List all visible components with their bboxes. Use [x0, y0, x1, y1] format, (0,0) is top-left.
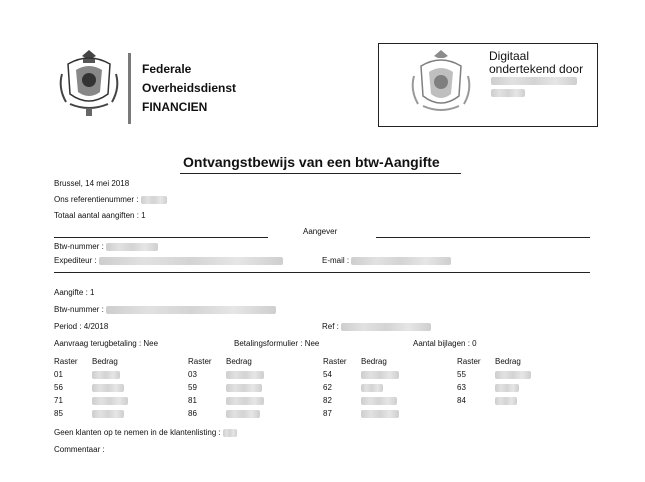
declarant-vat-redacted	[106, 243, 158, 251]
grid-code: 59	[188, 383, 197, 392]
reference-redacted	[341, 323, 431, 331]
amount-redacted	[361, 397, 397, 405]
declarant-vat-label: Btw-nummer :	[54, 242, 104, 251]
attachments-count: Aantal bijlagen : 0	[413, 339, 477, 348]
declarant-heading: Aangever	[303, 227, 338, 236]
no-clients-listing	[54, 428, 237, 438]
signer-date-redacted	[491, 89, 525, 97]
return-vat-redacted	[106, 306, 276, 314]
email	[322, 256, 451, 266]
signature-line-2: ondertekend door	[489, 62, 584, 76]
declarant-rule-left	[54, 237, 268, 238]
amount-redacted	[226, 397, 264, 405]
organization-name	[142, 60, 236, 117]
amount-redacted	[495, 371, 531, 379]
federal-crest-logo	[56, 48, 122, 120]
org-line-2: Overheidsdienst	[142, 81, 237, 95]
grid-code: 82	[323, 396, 332, 405]
no-clients-redacted	[223, 429, 237, 437]
signer-name-redacted	[491, 77, 577, 85]
document-date: Brussel, 14 mei 2018	[54, 179, 130, 188]
grid-code: 71	[54, 396, 63, 405]
payment-form: Betalingsformulier : Nee	[234, 339, 320, 348]
grid-code: 86	[188, 409, 197, 418]
amount-redacted	[92, 371, 120, 379]
title-underline	[180, 173, 461, 174]
grid-code: 01	[54, 370, 63, 379]
sender-label: Expediteur :	[54, 256, 97, 265]
org-line-3: FINANCIEN	[142, 100, 208, 114]
org-line-1: Federale	[142, 62, 192, 76]
grid-code: 03	[188, 370, 197, 379]
grid-code: 63	[457, 383, 466, 392]
amount-header: Bedrag	[495, 357, 521, 366]
reference-label: Ref :	[322, 322, 339, 331]
declarant-rule-right	[376, 237, 590, 238]
our-reference-label: Ons referentienummer :	[54, 195, 139, 204]
period: Period : 4/2018	[54, 322, 109, 331]
grid-code: 84	[457, 396, 466, 405]
grid-header: Raster	[54, 357, 78, 366]
return-vat-label: Btw-nummer :	[54, 305, 104, 314]
grid-code: 81	[188, 396, 197, 405]
grid-header: Raster	[188, 357, 212, 366]
header-divider	[128, 53, 131, 124]
grid-header: Raster	[457, 357, 481, 366]
refund-request: Aanvraag terugbetaling : Nee	[54, 339, 159, 348]
grid-code: 54	[323, 370, 332, 379]
no-clients-label: Geen klanten op te nemen in de klantenlisting :	[54, 428, 221, 437]
grid-code: 56	[54, 383, 63, 392]
sender-redacted	[99, 257, 283, 265]
document-title: Ontvangstbewijs van een btw-Aangifte	[183, 154, 440, 170]
grid-code: 87	[323, 409, 332, 418]
grid-code: 85	[54, 409, 63, 418]
grid-code: 55	[457, 370, 466, 379]
amount-redacted	[226, 410, 260, 418]
amount-redacted	[495, 397, 517, 405]
email-label: E-mail :	[322, 256, 350, 265]
amount-header: Bedrag	[361, 357, 387, 366]
sender	[54, 256, 283, 266]
amount-redacted	[361, 384, 383, 392]
grid-header: Raster	[323, 357, 347, 366]
reference	[322, 322, 431, 332]
our-reference	[54, 195, 167, 205]
return-count: Aangifte : 1	[54, 288, 95, 297]
amount-redacted	[92, 384, 124, 392]
comment: Commentaar :	[54, 445, 105, 454]
amount-header: Bedrag	[92, 357, 118, 366]
return-vat	[54, 305, 276, 315]
total-returns: Totaal aantal aangiften : 1	[54, 211, 146, 220]
signature-line-1: Digitaal	[489, 49, 530, 63]
signature-crest-icon	[409, 48, 473, 122]
grid-code: 62	[323, 383, 332, 392]
declarant-bottom-rule	[54, 272, 590, 273]
amount-redacted	[495, 384, 519, 392]
amount-redacted	[226, 371, 264, 379]
digital-signature-box	[378, 43, 598, 127]
declarant-vat	[54, 242, 158, 252]
amount-redacted	[361, 371, 399, 379]
signature-text	[489, 50, 583, 76]
amount-header: Bedrag	[226, 357, 252, 366]
amount-redacted	[92, 397, 128, 405]
email-redacted	[351, 257, 451, 265]
our-reference-redacted	[141, 196, 167, 204]
amount-redacted	[92, 410, 124, 418]
amount-redacted	[226, 384, 262, 392]
amount-redacted	[361, 410, 399, 418]
